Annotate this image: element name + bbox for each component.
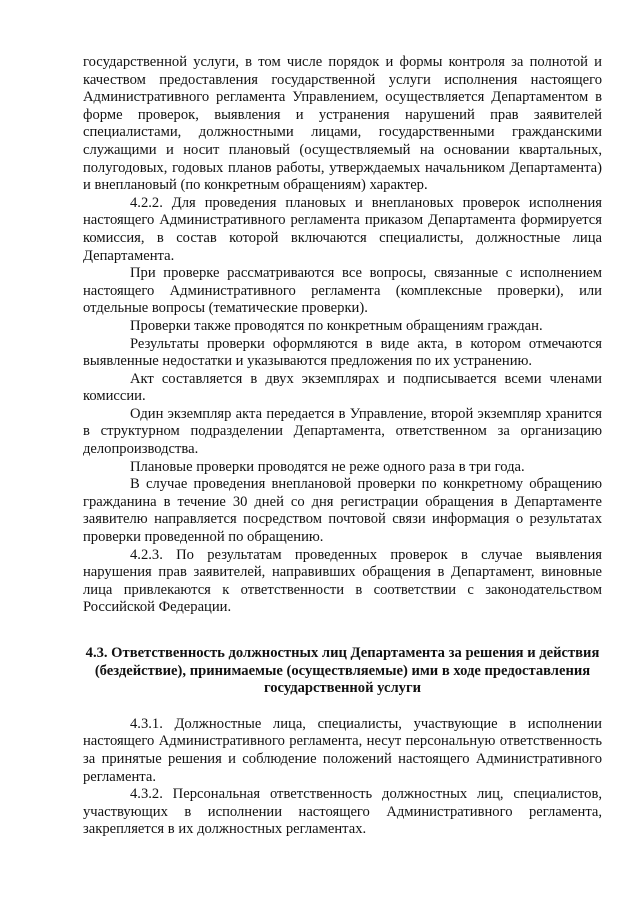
paragraph-continuation: государственной услуги, в том числе порядок и формы контроля за полнотой и качеством предоставления государственной услуги исполнения настоящего Административного регламента Управлением, осуществляется Департаментом в форме проверок, выявления и устранения нарушений прав заявителей специалистами, должностными лицами, государственными гражданскими служащими и носит плановый (осуществляемый на основании квартальных, полугодовых, годовых планов работы, утверждаемых начальником Департамента) и внеплановый (по конкретным обращениям) характер.: [83, 54, 602, 194]
paragraph-act-storage: Один экземпляр акта передается в Управление, второй экземпляр хранится в структурном подразделении Департамента, ответственном за организацию делопроизводства.: [83, 405, 602, 458]
paragraph-check-scope: При проверке рассматриваются все вопросы, связанные с исполнением настоящего Административного регламента (комплексные проверки), или отдельные вопросы (тематические проверки).: [83, 265, 602, 317]
paragraph-4-3-1: 4.3.1. Должностные лица, специалисты, участвующие в исполнении настоящего Административного регламента, несут персональную ответственность за принятые решения и соблюдение положений настоящего Административного регламента.: [83, 715, 602, 785]
paragraph-act-copies: Акт составляется в двух экземплярах и подписывается всеми членами комиссии.: [83, 370, 602, 405]
paragraph-4-3-2: 4.3.2. Персональная ответственность должностных лиц, специалистов, участвующих в исполнении настоящего Административного регламента, закрепляется в их должностных регламентах.: [83, 786, 602, 838]
document-body: [83, 54, 602, 839]
paragraph-citizen-requests: Проверки также проводятся по конкретным обращениям граждан.: [130, 317, 543, 334]
paragraph-4-2-2: 4.2.2. Для проведения плановых и внеплановых проверок исполнения настоящего Административного регламента приказом Департамента формируется комиссия, в состав которой включаются специалисты, должностные лица Департамента.: [83, 194, 602, 264]
paragraph-unscheduled-check: В случае проведения внеплановой проверки по конкретному обращению гражданина в течение 30 дней со дня регистрации обращения в Департаменте заявителю направляется посредством почтовой связи информация о результатах проверки проведенной по обращению.: [83, 476, 602, 546]
paragraph-check-results: Результаты проверки оформляются в виде акта, в котором отмечаются выявленные недостатки и указываются предложения по их устранению.: [83, 335, 602, 370]
paragraph-4-2-3: 4.2.3. По результатам проведенных проверок в случае выявления нарушения прав заявителей, направивших обращения в Департамент, виновные лица привлекаются к ответственности в соответствии с законодательством Российской Федерации.: [83, 546, 602, 616]
section-heading-4-3: 4.3. Ответственность должностных лиц Департамента за решения и действия (бездействие), принимаемые (осуществляемые) ими в ходе предоставления государственной услуги: [85, 645, 600, 697]
paragraph-check-frequency: Плановые проверки проводятся не реже одного раза в три года.: [130, 458, 525, 475]
